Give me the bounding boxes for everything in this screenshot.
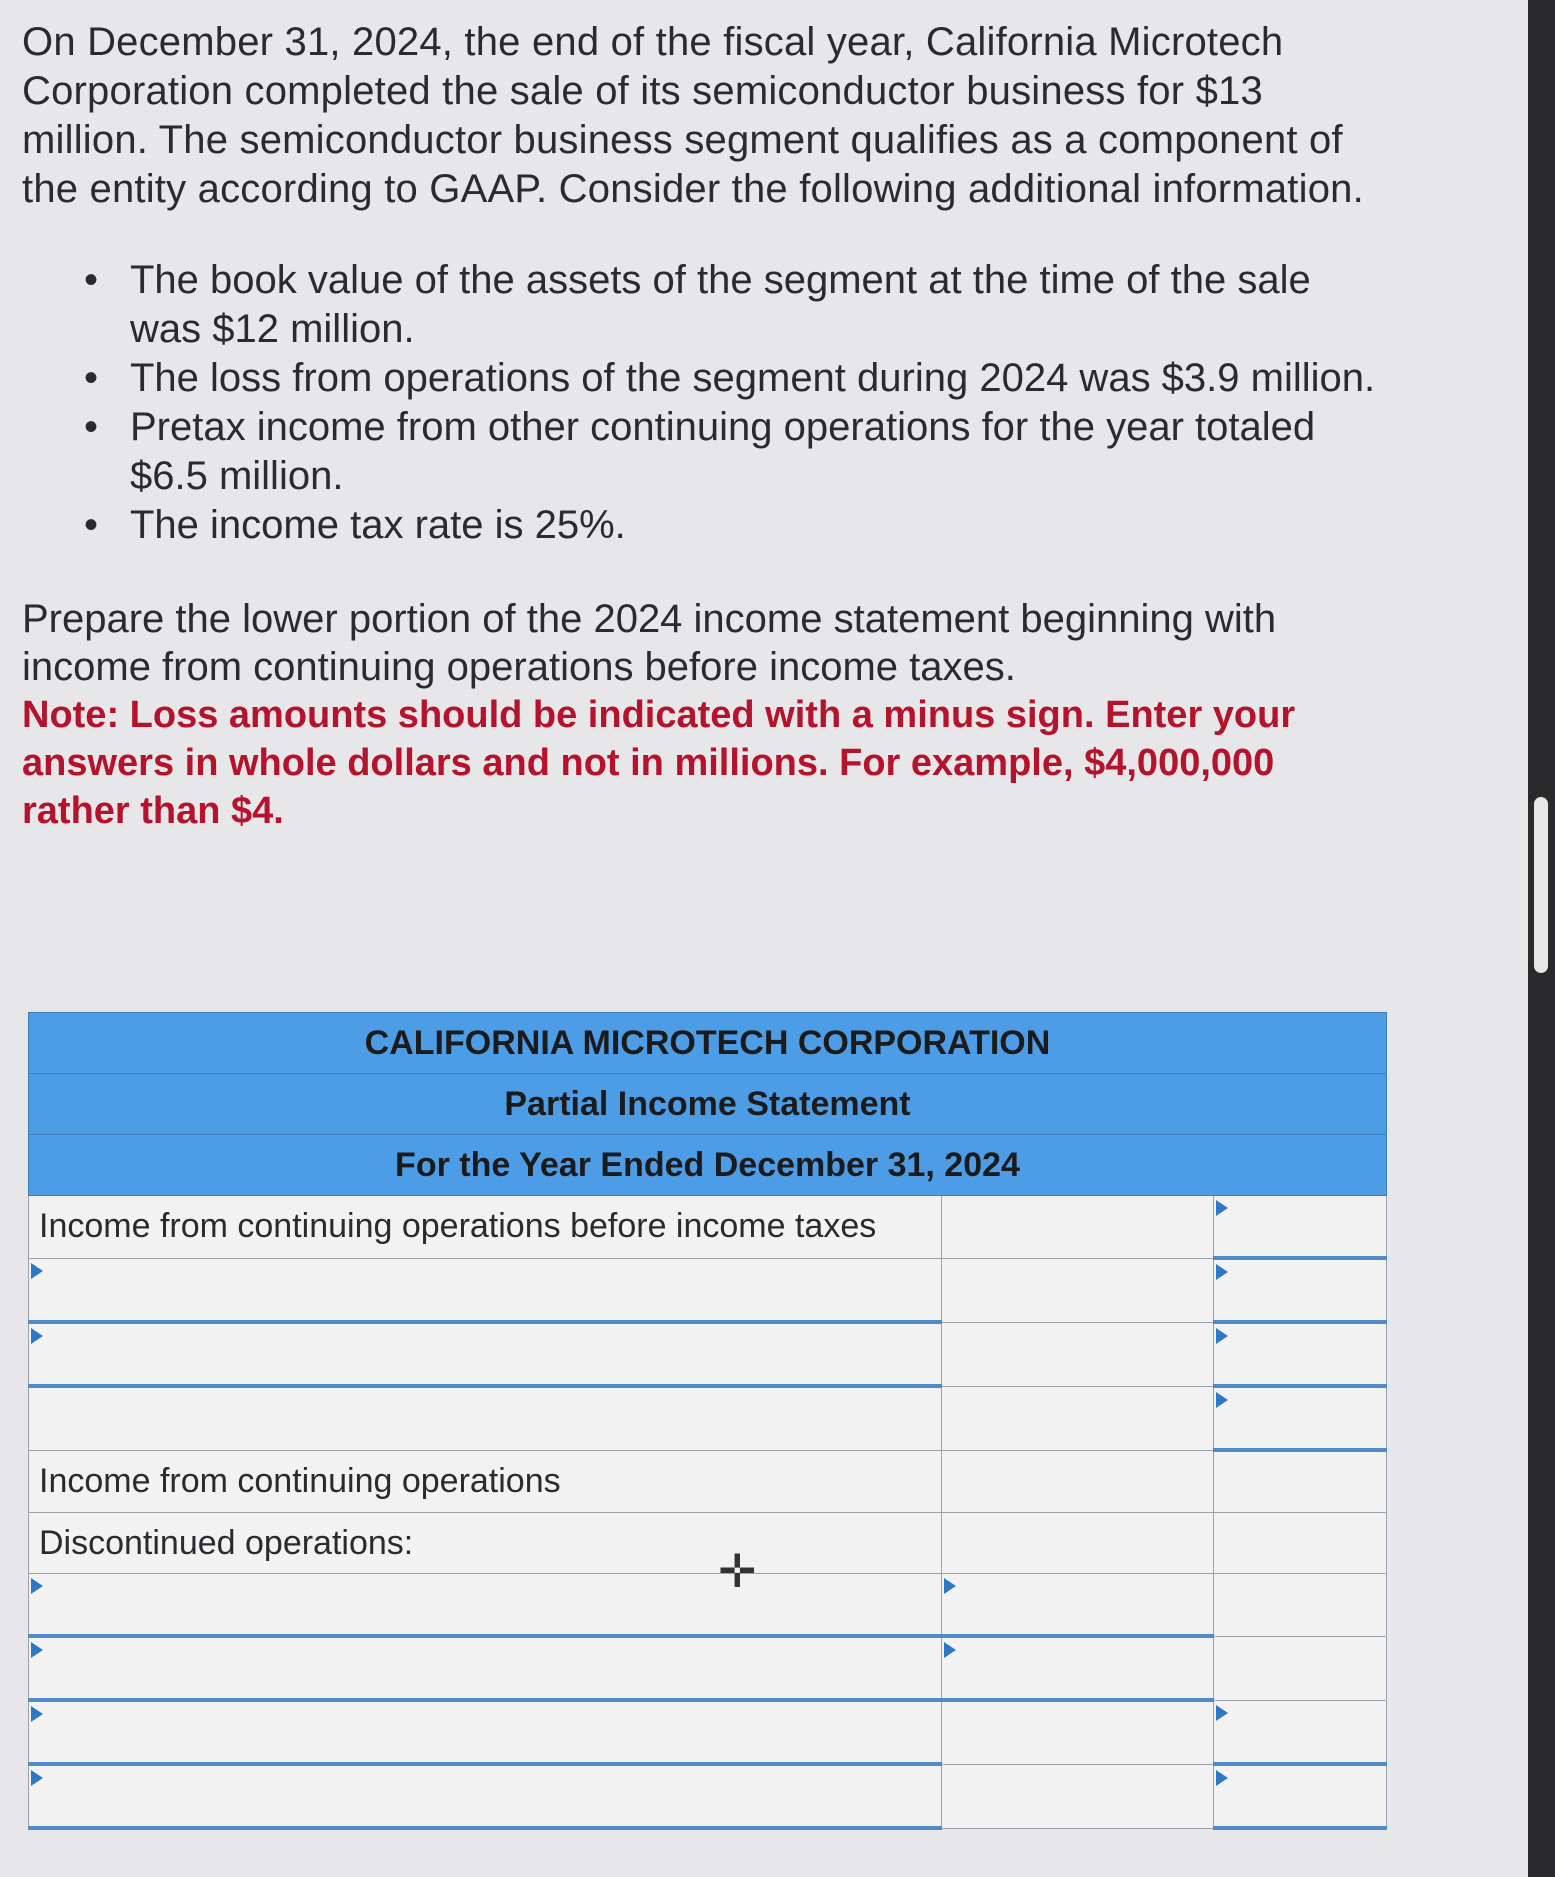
- table-row: [29, 1386, 1387, 1450]
- label-input[interactable]: [29, 1322, 942, 1386]
- amount-cell: [942, 1513, 1214, 1574]
- amount-cell: [942, 1764, 1214, 1828]
- label-input[interactable]: [29, 1574, 942, 1637]
- dropdown-marker-icon: [1216, 1392, 1228, 1408]
- intro-paragraph: On December 31, 2024, the end of the fiscal year, California Microtech Corporation completed the sale of its semiconductor business for $13 million. The semiconductor business segment qualifies as a component of the entity according to GAAP. Consider the following additional information.: [22, 20, 1364, 211]
- amount-cell: [1214, 1513, 1387, 1574]
- bullet-icon: •: [84, 258, 99, 302]
- facts-list: [22, 256, 1382, 550]
- table-row: [29, 1258, 1387, 1322]
- amount-input[interactable]: [942, 1636, 1214, 1700]
- problem-text: [22, 18, 1382, 835]
- dropdown-marker-icon: [1216, 1705, 1228, 1721]
- label-input[interactable]: [29, 1764, 942, 1828]
- statement-period: For the Year Ended December 31, 2024: [29, 1135, 1387, 1196]
- fact-item: • The loss from operations of the segment during 2024 was $3.9 million.: [22, 354, 1382, 403]
- scrollbar-thumb[interactable]: [1534, 797, 1548, 973]
- table-row: [29, 1513, 1387, 1574]
- table-row: [29, 1764, 1387, 1828]
- fact-item: • The book value of the assets of the segment at the time of the sale was $12 million.: [84, 258, 1311, 351]
- bullet-icon: •: [84, 356, 99, 400]
- note-text: Note: Loss amounts should be indicated with a minus sign. Enter your answers in whole dollars and not in millions. For example, $4,000,000 rather than $4.: [22, 694, 1296, 832]
- amount-cell: [942, 1386, 1214, 1450]
- fact-item: • Pretax income from other continuing operations for the year totaled $6.5 million.: [84, 405, 1316, 498]
- dropdown-marker-icon: [31, 1328, 43, 1344]
- table-row: [29, 1636, 1387, 1700]
- dropdown-marker-icon: [1216, 1328, 1228, 1344]
- table-row: [29, 1322, 1387, 1386]
- table-row: [29, 1450, 1387, 1513]
- income-statement-table: [28, 1012, 1387, 1830]
- amount-cell: [1214, 1574, 1387, 1637]
- amount-cell: [942, 1196, 1214, 1259]
- bullet-icon: •: [84, 405, 99, 449]
- dropdown-marker-icon: [1216, 1770, 1228, 1786]
- row-label: Income from continuing operations before income taxes: [29, 1196, 942, 1259]
- amount-input[interactable]: [1214, 1196, 1387, 1259]
- amount-cell: [942, 1700, 1214, 1764]
- amount-cell: [942, 1322, 1214, 1386]
- dropdown-marker-icon: [1216, 1200, 1228, 1216]
- amount-input[interactable]: [1214, 1386, 1387, 1450]
- amount-input[interactable]: [1214, 1764, 1387, 1828]
- table-row: [29, 1700, 1387, 1764]
- statement-title: Partial Income Statement: [29, 1074, 1387, 1135]
- bullet-icon: •: [84, 503, 99, 547]
- label-input[interactable]: [29, 1258, 942, 1322]
- amount-cell: [1214, 1450, 1387, 1513]
- scrollbar[interactable]: [1528, 0, 1555, 1877]
- row-label: Income from continuing operations: [29, 1450, 942, 1513]
- dropdown-marker-icon: [31, 1642, 43, 1658]
- fact-item: • The income tax rate is 25%.: [22, 501, 1382, 550]
- crosshair-cursor-icon: ✛: [718, 1545, 757, 1597]
- dropdown-marker-icon: [944, 1578, 956, 1594]
- row-label: Discontinued operations:: [29, 1513, 942, 1574]
- label-cell: [29, 1386, 942, 1450]
- label-input[interactable]: [29, 1636, 942, 1700]
- amount-input[interactable]: [942, 1574, 1214, 1637]
- amount-input[interactable]: [1214, 1700, 1387, 1764]
- table-row: [29, 1196, 1387, 1259]
- dropdown-marker-icon: [31, 1770, 43, 1786]
- amount-cell: [942, 1450, 1214, 1513]
- company-name: CALIFORNIA MICROTECH CORPORATION: [29, 1013, 1387, 1074]
- label-input[interactable]: [29, 1700, 942, 1764]
- amount-cell: [1214, 1636, 1387, 1700]
- amount-cell: [942, 1258, 1214, 1322]
- amount-input[interactable]: [1214, 1258, 1387, 1322]
- table-row: [29, 1574, 1387, 1637]
- dropdown-marker-icon: [31, 1263, 43, 1279]
- dropdown-marker-icon: [1216, 1264, 1228, 1280]
- amount-input[interactable]: [1214, 1322, 1387, 1386]
- instruction-text: Prepare the lower portion of the 2024 income statement beginning with income from continuing operations before income taxes.: [22, 597, 1277, 689]
- dropdown-marker-icon: [944, 1642, 956, 1658]
- dropdown-marker-icon: [31, 1706, 43, 1722]
- dropdown-marker-icon: [31, 1578, 43, 1594]
